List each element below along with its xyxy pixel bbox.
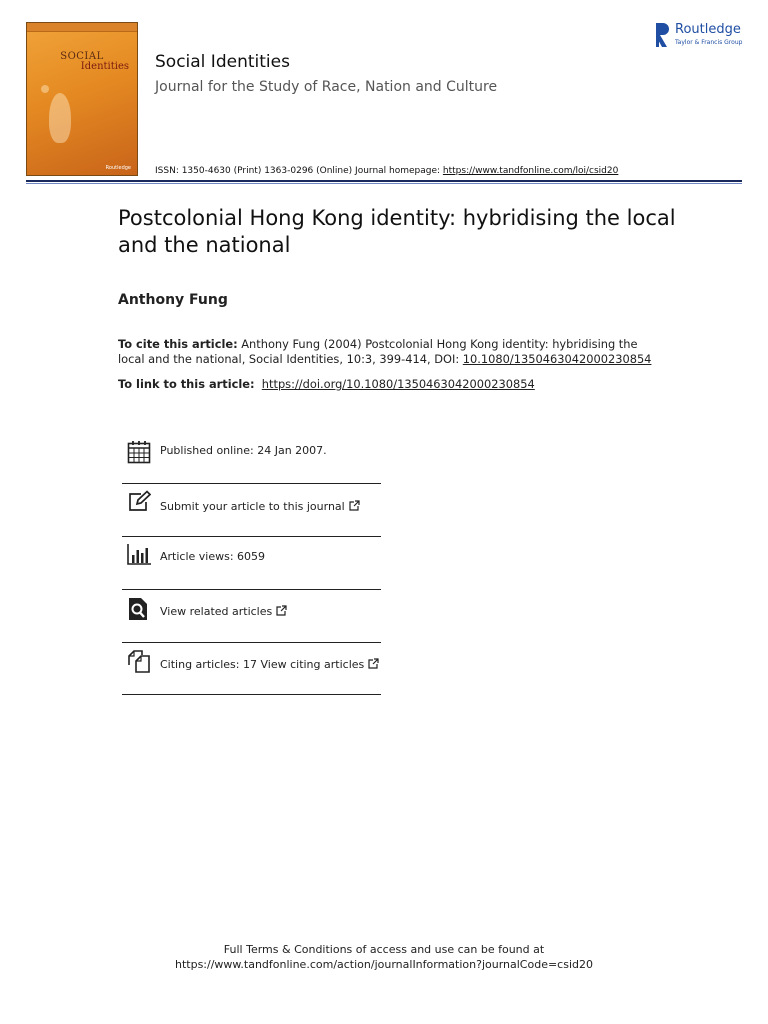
- journal-cover-image: [26, 22, 138, 176]
- cover-top-band: [27, 23, 137, 32]
- citing-articles-text: Citing articles: 17 View citing articles: [160, 658, 365, 671]
- issn-line: [155, 166, 618, 176]
- submit-article-text: Submit your article to this journal: [160, 500, 345, 513]
- view-related-articles-link[interactable]: [160, 605, 287, 618]
- header-rule: [26, 180, 742, 182]
- bar-chart-icon: [127, 542, 151, 566]
- journal-title: Social Identities: [155, 52, 290, 72]
- article-title: Postcolonial Hong Kong identity: hybridising the local and the national: [118, 206, 676, 257]
- cover-footprint: [49, 93, 71, 143]
- logo-name: Routledge: [675, 22, 741, 37]
- cite-label: To cite this article:: [118, 337, 238, 351]
- citation-block: [118, 337, 658, 367]
- calendar-icon: [127, 440, 151, 464]
- external-link-icon: [349, 500, 360, 511]
- issn-text: ISSN: 1350-4630 (Print) 1363-0296 (Online) Journal homepage:: [155, 166, 443, 176]
- citing-articles-link[interactable]: [160, 658, 379, 671]
- article-views-text: Article views: 6059: [160, 550, 266, 563]
- article-doi-url[interactable]: https://doi.org/10.1080/1350463042000230854: [261, 377, 535, 391]
- routledge-r-icon: [654, 22, 670, 48]
- divider: [122, 642, 381, 643]
- related-articles-text: View related articles: [160, 605, 273, 618]
- citing-documents-icon: [127, 649, 151, 673]
- journal-homepage-link[interactable]: https://www.tandfonline.com/loi/csid20: [442, 166, 619, 176]
- link-label: To link to this article:: [118, 377, 255, 391]
- cover-footprint-toe: [41, 85, 49, 93]
- external-link-icon: [276, 605, 287, 616]
- cite-text: Anthony Fung (2004) Postcolonial Hong Kong identity: hybridising the local and the national, Social Identities, 10:3, 399-414, DOI:: [118, 337, 638, 366]
- article-link-line: [118, 377, 535, 391]
- edit-icon: [127, 490, 151, 514]
- divider: [122, 483, 381, 484]
- divider: [122, 694, 381, 695]
- cover-title-line2: Identities: [80, 61, 129, 72]
- article-author: Anthony Fung: [118, 292, 228, 308]
- related-articles-search-icon: [127, 597, 151, 621]
- divider: [122, 589, 381, 590]
- divider: [122, 536, 381, 537]
- cover-publisher: Routledge: [105, 165, 131, 171]
- submit-article-link[interactable]: [160, 500, 360, 513]
- cover-title-line1: SOCIAL: [60, 51, 104, 62]
- cite-doi-link[interactable]: 10.1080/1350463042000230854: [462, 352, 652, 366]
- journal-subtitle: Journal for the Study of Race, Nation and Culture: [155, 79, 498, 95]
- footer-terms-url[interactable]: https://www.tandfonline.com/action/journalInformation?journalCode=csid20: [174, 958, 594, 971]
- logo-subtitle: Taylor & Francis Group: [675, 39, 743, 46]
- header-rule-accent: [26, 183, 742, 184]
- published-online-text: Published online: 24 Jan 2007.: [160, 444, 327, 457]
- external-link-icon: [368, 658, 379, 669]
- footer-terms-line: Full Terms & Conditions of access and use can be found at: [223, 943, 545, 956]
